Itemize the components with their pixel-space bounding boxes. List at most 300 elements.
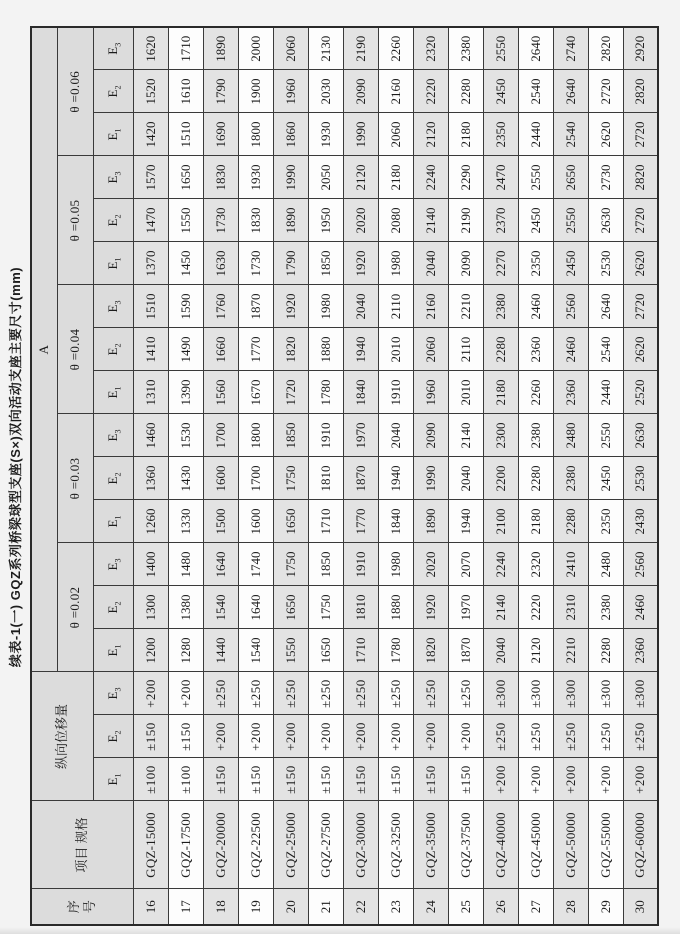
- cell-spec: GQZ-55000: [588, 801, 623, 889]
- cell-spec: GQZ-27500: [308, 801, 343, 889]
- header-theta: θ =0.04: [57, 285, 93, 414]
- cell-displacement: ±300: [518, 672, 553, 715]
- table-row: [518, 27, 553, 925]
- cell-displacement: ±250: [553, 715, 588, 758]
- cell-value: 1810: [308, 457, 343, 500]
- header-e-label: $E_1$: [93, 242, 133, 285]
- cell-serial: 22: [343, 889, 378, 925]
- cell-displacement: ±250: [308, 672, 343, 715]
- cell-value: 1980: [378, 242, 413, 285]
- cell-value: 1800: [238, 113, 273, 156]
- cell-value: 1360: [133, 457, 168, 500]
- cell-serial: 16: [133, 889, 168, 925]
- cell-value: 2210: [553, 629, 588, 672]
- cell-value: 2440: [518, 113, 553, 156]
- cell-value: 1980: [308, 285, 343, 328]
- cell-value: 2380: [588, 586, 623, 629]
- cell-value: 2090: [343, 70, 378, 113]
- cell-value: 1940: [343, 328, 378, 371]
- cell-value: 2310: [553, 586, 588, 629]
- cell-value: 1890: [273, 199, 308, 242]
- cell-value: 2520: [623, 371, 658, 414]
- cell-serial: 24: [413, 889, 448, 925]
- cell-displacement: ±250: [273, 672, 308, 715]
- cell-serial: 19: [238, 889, 273, 925]
- header-longitudinal-displacement: 纵向位移量: [31, 672, 93, 801]
- table-row: [238, 27, 273, 925]
- cell-value: 1510: [133, 285, 168, 328]
- cell-value: 1790: [203, 70, 238, 113]
- cell-value: 2460: [623, 586, 658, 629]
- cell-displacement: +200: [273, 715, 308, 758]
- cell-value: 2110: [378, 285, 413, 328]
- cell-value: 2530: [623, 457, 658, 500]
- cell-value: 2020: [413, 543, 448, 586]
- cell-value: 1200: [133, 629, 168, 672]
- cell-value: 2070: [448, 543, 483, 586]
- cell-value: 1780: [378, 629, 413, 672]
- cell-value: 1650: [168, 156, 203, 199]
- cell-value: 1920: [273, 285, 308, 328]
- cell-value: 1460: [133, 414, 168, 457]
- cell-value: 1940: [378, 457, 413, 500]
- cell-value: 2370: [483, 199, 518, 242]
- cell-value: 2180: [448, 113, 483, 156]
- cell-value: 1840: [378, 500, 413, 543]
- cell-value: 2160: [378, 70, 413, 113]
- cell-value: 1920: [343, 242, 378, 285]
- cell-value: 1750: [273, 457, 308, 500]
- table-row: [133, 27, 168, 925]
- cell-value: 2090: [413, 414, 448, 457]
- cell-value: 2430: [623, 500, 658, 543]
- table-row: [168, 27, 203, 925]
- cell-value: 2620: [588, 113, 623, 156]
- cell-value: 2640: [553, 70, 588, 113]
- cell-serial: 30: [623, 889, 658, 925]
- cell-value: 2380: [553, 457, 588, 500]
- cell-value: 2630: [623, 414, 658, 457]
- cell-serial: 17: [168, 889, 203, 925]
- cell-value: 2380: [483, 285, 518, 328]
- cell-value: 1480: [168, 543, 203, 586]
- header-theta: θ =0.06: [57, 27, 93, 156]
- cell-value: 2640: [518, 27, 553, 70]
- cell-value: 2060: [378, 113, 413, 156]
- cell-value: 2240: [483, 543, 518, 586]
- header-e-label: $E_2$: [93, 715, 133, 758]
- cell-value: 1650: [273, 500, 308, 543]
- header-theta: θ =0.03: [57, 414, 93, 543]
- cell-value: 2040: [378, 414, 413, 457]
- cell-value: 2120: [343, 156, 378, 199]
- cell-value: 2740: [553, 27, 588, 70]
- header-e-label: $E_3$: [93, 414, 133, 457]
- cell-value: 2200: [483, 457, 518, 500]
- cell-displacement: ±150: [413, 758, 448, 801]
- cell-displacement: +200: [518, 758, 553, 801]
- cell-displacement: ±150: [168, 715, 203, 758]
- cell-spec: GQZ-25000: [273, 801, 308, 889]
- cell-value: 2060: [273, 27, 308, 70]
- cell-value: 1550: [168, 199, 203, 242]
- cell-value: 1940: [448, 500, 483, 543]
- cell-value: 1470: [133, 199, 168, 242]
- cell-value: 1760: [203, 285, 238, 328]
- cell-value: 1770: [238, 328, 273, 371]
- cell-value: 1890: [413, 500, 448, 543]
- cell-value: 2220: [413, 70, 448, 113]
- header-e-label: $E_2$: [93, 70, 133, 113]
- cell-value: 1490: [168, 328, 203, 371]
- header-e-label: $E_3$: [93, 285, 133, 328]
- cell-spec: GQZ-20000: [203, 801, 238, 889]
- cell-value: 1330: [168, 500, 203, 543]
- cell-value: 2020: [343, 199, 378, 242]
- cell-spec: GQZ-17500: [168, 801, 203, 889]
- cell-spec: GQZ-32500: [378, 801, 413, 889]
- cell-value: 2040: [483, 629, 518, 672]
- cell-serial: 18: [203, 889, 238, 925]
- cell-value: 2110: [448, 328, 483, 371]
- cell-value: 1810: [343, 586, 378, 629]
- cell-value: 2820: [588, 27, 623, 70]
- cell-value: 2460: [518, 285, 553, 328]
- cell-value: 2720: [623, 285, 658, 328]
- cell-value: 1960: [413, 371, 448, 414]
- table-row: [483, 27, 518, 925]
- cell-value: 2050: [308, 156, 343, 199]
- cell-value: 2010: [378, 328, 413, 371]
- cell-displacement: ±150: [378, 758, 413, 801]
- header-e-label: $E_1$: [93, 371, 133, 414]
- cell-value: 1750: [273, 543, 308, 586]
- cell-value: 2180: [483, 371, 518, 414]
- cell-displacement: ±300: [623, 672, 658, 715]
- cell-value: 1510: [168, 113, 203, 156]
- cell-value: 1610: [168, 70, 203, 113]
- cell-value: 1950: [308, 199, 343, 242]
- cell-value: 1560: [203, 371, 238, 414]
- cell-value: 1530: [168, 414, 203, 457]
- cell-displacement: +200: [448, 715, 483, 758]
- cell-value: 2450: [553, 242, 588, 285]
- cell-value: 2180: [518, 500, 553, 543]
- cell-spec: GQZ-15000: [133, 801, 168, 889]
- cell-value: 1260: [133, 500, 168, 543]
- cell-value: 2040: [413, 242, 448, 285]
- cell-value: 2380: [448, 27, 483, 70]
- cell-displacement: ±150: [203, 758, 238, 801]
- cell-spec: GQZ-35000: [413, 801, 448, 889]
- cell-value: 2380: [518, 414, 553, 457]
- cell-displacement: ±250: [623, 715, 658, 758]
- cell-displacement: ±250: [588, 715, 623, 758]
- cell-value: 2280: [448, 70, 483, 113]
- cell-value: 1700: [238, 457, 273, 500]
- cell-value: 1830: [238, 199, 273, 242]
- cell-displacement: ±300: [483, 672, 518, 715]
- cell-serial: 27: [518, 889, 553, 925]
- bearing-dimension-table: [30, 26, 659, 926]
- cell-value: 2540: [553, 113, 588, 156]
- cell-displacement: ±300: [588, 672, 623, 715]
- cell-value: 2040: [343, 285, 378, 328]
- cell-serial: 29: [588, 889, 623, 925]
- cell-value: 2040: [448, 457, 483, 500]
- cell-value: 1960: [273, 70, 308, 113]
- cell-value: 1850: [273, 414, 308, 457]
- cell-displacement: ±150: [308, 758, 343, 801]
- cell-displacement: +200: [308, 715, 343, 758]
- cell-value: 1430: [168, 457, 203, 500]
- cell-value: 2280: [483, 328, 518, 371]
- cell-value: 2010: [448, 371, 483, 414]
- cell-value: 1640: [238, 586, 273, 629]
- cell-value: 2120: [518, 629, 553, 672]
- cell-value: 1910: [343, 543, 378, 586]
- cell-value: 2270: [483, 242, 518, 285]
- cell-value: 1370: [133, 242, 168, 285]
- cell-displacement: ±250: [413, 672, 448, 715]
- cell-displacement: ±100: [133, 758, 168, 801]
- cell-value: 2560: [623, 543, 658, 586]
- cell-value: 1590: [168, 285, 203, 328]
- cell-value: 1710: [168, 27, 203, 70]
- cell-value: 1650: [273, 586, 308, 629]
- cell-value: 2480: [553, 414, 588, 457]
- cell-value: 2550: [518, 156, 553, 199]
- cell-value: 1900: [238, 70, 273, 113]
- cell-value: 2350: [588, 500, 623, 543]
- cell-value: 1450: [168, 242, 203, 285]
- cell-value: 1870: [343, 457, 378, 500]
- cell-value: 2140: [483, 586, 518, 629]
- cell-value: 1520: [133, 70, 168, 113]
- cell-value: 2350: [518, 242, 553, 285]
- cell-value: 2190: [343, 27, 378, 70]
- cell-spec: GQZ-45000: [518, 801, 553, 889]
- cell-value: 1410: [133, 328, 168, 371]
- cell-value: 1600: [203, 457, 238, 500]
- cell-displacement: +200: [133, 672, 168, 715]
- cell-spec: GQZ-60000: [623, 801, 658, 889]
- cell-value: 2630: [588, 199, 623, 242]
- table-row: [273, 27, 308, 925]
- cell-value: 1690: [203, 113, 238, 156]
- cell-displacement: ±250: [203, 672, 238, 715]
- cell-value: 1600: [238, 500, 273, 543]
- cell-value: 1750: [308, 586, 343, 629]
- cell-value: 1300: [133, 586, 168, 629]
- cell-value: 2350: [483, 113, 518, 156]
- cell-value: 2720: [588, 70, 623, 113]
- cell-value: 2100: [483, 500, 518, 543]
- cell-serial: 26: [483, 889, 518, 925]
- cell-value: 2160: [413, 285, 448, 328]
- cell-displacement: +200: [168, 672, 203, 715]
- cell-value: 2410: [553, 543, 588, 586]
- cell-value: 1710: [343, 629, 378, 672]
- cell-displacement: ±150: [133, 715, 168, 758]
- cell-value: 2260: [518, 371, 553, 414]
- cell-value: 1890: [203, 27, 238, 70]
- cell-spec: GQZ-50000: [553, 801, 588, 889]
- cell-value: 1310: [133, 371, 168, 414]
- cell-displacement: ±250: [238, 672, 273, 715]
- cell-value: 1540: [238, 629, 273, 672]
- cell-value: 2460: [553, 328, 588, 371]
- cell-serial: 25: [448, 889, 483, 925]
- header-e-label: $E_2$: [93, 586, 133, 629]
- cell-value: 2190: [448, 199, 483, 242]
- table-row: [448, 27, 483, 925]
- cell-value: 2650: [553, 156, 588, 199]
- cell-value: 1980: [378, 543, 413, 586]
- cell-value: 1390: [168, 371, 203, 414]
- cell-value: 2730: [588, 156, 623, 199]
- cell-value: 1770: [343, 500, 378, 543]
- cell-displacement: +200: [343, 715, 378, 758]
- cell-value: 1640: [203, 543, 238, 586]
- cell-value: 1660: [203, 328, 238, 371]
- cell-value: 1970: [448, 586, 483, 629]
- header-e-label: $E_2$: [93, 199, 133, 242]
- cell-serial: 21: [308, 889, 343, 925]
- cell-displacement: ±150: [343, 758, 378, 801]
- cell-value: 2090: [448, 242, 483, 285]
- cell-value: 2640: [588, 285, 623, 328]
- cell-value: 2030: [308, 70, 343, 113]
- cell-value: 1650: [308, 629, 343, 672]
- cell-displacement: ±250: [343, 672, 378, 715]
- table-row: [343, 27, 378, 925]
- cell-value: 2820: [623, 70, 658, 113]
- cell-value: 2000: [238, 27, 273, 70]
- cell-value: 1540: [203, 586, 238, 629]
- table-row: [203, 27, 238, 925]
- cell-value: 1840: [343, 371, 378, 414]
- cell-value: 1620: [133, 27, 168, 70]
- table-row: [588, 27, 623, 925]
- cell-value: 1910: [308, 414, 343, 457]
- cell-value: 2560: [553, 285, 588, 328]
- cell-displacement: +200: [483, 758, 518, 801]
- cell-spec: GQZ-40000: [483, 801, 518, 889]
- table-row: [308, 27, 343, 925]
- page-title: 续表-1(一) GQZ系列桥梁球型支座(S×)双向活动支座主要尺寸(mm): [8, 266, 23, 668]
- cell-value: 1800: [238, 414, 273, 457]
- header-e-label: $E_1$: [93, 500, 133, 543]
- cell-value: 2280: [553, 500, 588, 543]
- cell-value: 1820: [413, 629, 448, 672]
- cell-value: 2280: [518, 457, 553, 500]
- cell-value: 1400: [133, 543, 168, 586]
- cell-value: 1870: [238, 285, 273, 328]
- cell-value: 2140: [413, 199, 448, 242]
- cell-displacement: +200: [238, 715, 273, 758]
- cell-value: 2450: [483, 70, 518, 113]
- cell-value: 2280: [588, 629, 623, 672]
- cell-value: 1280: [168, 629, 203, 672]
- header-spec: 项目 规格: [31, 801, 133, 889]
- cell-value: 2130: [308, 27, 343, 70]
- scan-edge-shadow: [0, 927, 680, 934]
- header-e-label: $E_3$: [93, 672, 133, 715]
- header-serial: 序号: [31, 889, 133, 925]
- cell-value: 1630: [203, 242, 238, 285]
- cell-spec: GQZ-22500: [238, 801, 273, 889]
- cell-value: 2180: [378, 156, 413, 199]
- cell-displacement: +200: [203, 715, 238, 758]
- cell-displacement: +200: [553, 758, 588, 801]
- cell-value: 2540: [518, 70, 553, 113]
- cell-value: 1420: [133, 113, 168, 156]
- cell-value: 2620: [623, 328, 658, 371]
- cell-displacement: ±150: [448, 758, 483, 801]
- cell-value: 2530: [588, 242, 623, 285]
- header-e-label: $E_1$: [93, 758, 133, 801]
- cell-value: 1830: [203, 156, 238, 199]
- header-theta: θ =0.02: [57, 543, 93, 672]
- cell-value: 2440: [588, 371, 623, 414]
- cell-value: 2720: [623, 199, 658, 242]
- table-row: [413, 27, 448, 925]
- cell-displacement: ±150: [273, 758, 308, 801]
- cell-displacement: ±250: [518, 715, 553, 758]
- cell-value: 2720: [623, 113, 658, 156]
- cell-value: 2550: [483, 27, 518, 70]
- cell-value: 2480: [588, 543, 623, 586]
- cell-value: 1990: [273, 156, 308, 199]
- header-e-label: $E_3$: [93, 156, 133, 199]
- cell-value: 1850: [308, 242, 343, 285]
- cell-displacement: ±150: [238, 758, 273, 801]
- cell-value: 1500: [203, 500, 238, 543]
- cell-value: 1730: [203, 199, 238, 242]
- cell-value: 2120: [413, 113, 448, 156]
- cell-value: 2920: [623, 27, 658, 70]
- cell-value: 2140: [448, 414, 483, 457]
- cell-value: 1380: [168, 586, 203, 629]
- cell-value: 1670: [238, 371, 273, 414]
- cell-value: 1850: [308, 543, 343, 586]
- table-row: [623, 27, 658, 925]
- header-e-label: $E_2$: [93, 457, 133, 500]
- cell-displacement: +200: [588, 758, 623, 801]
- cell-value: 1880: [308, 328, 343, 371]
- cell-value: 2080: [378, 199, 413, 242]
- header-e-label: $E_3$: [93, 543, 133, 586]
- cell-value: 1700: [203, 414, 238, 457]
- cell-value: 2220: [518, 586, 553, 629]
- cell-value: 2300: [483, 414, 518, 457]
- cell-value: 1730: [238, 242, 273, 285]
- cell-value: 1820: [273, 328, 308, 371]
- table-row: [378, 27, 413, 925]
- cell-spec: GQZ-37500: [448, 801, 483, 889]
- cell-value: 2550: [588, 414, 623, 457]
- cell-value: 1860: [273, 113, 308, 156]
- cell-value: 1970: [343, 414, 378, 457]
- table-row: [553, 27, 588, 925]
- header-e-label: $E_1$: [93, 629, 133, 672]
- cell-value: 1440: [203, 629, 238, 672]
- cell-value: 1920: [413, 586, 448, 629]
- cell-value: 1790: [273, 242, 308, 285]
- cell-value: 2540: [588, 328, 623, 371]
- cell-value: 2060: [413, 328, 448, 371]
